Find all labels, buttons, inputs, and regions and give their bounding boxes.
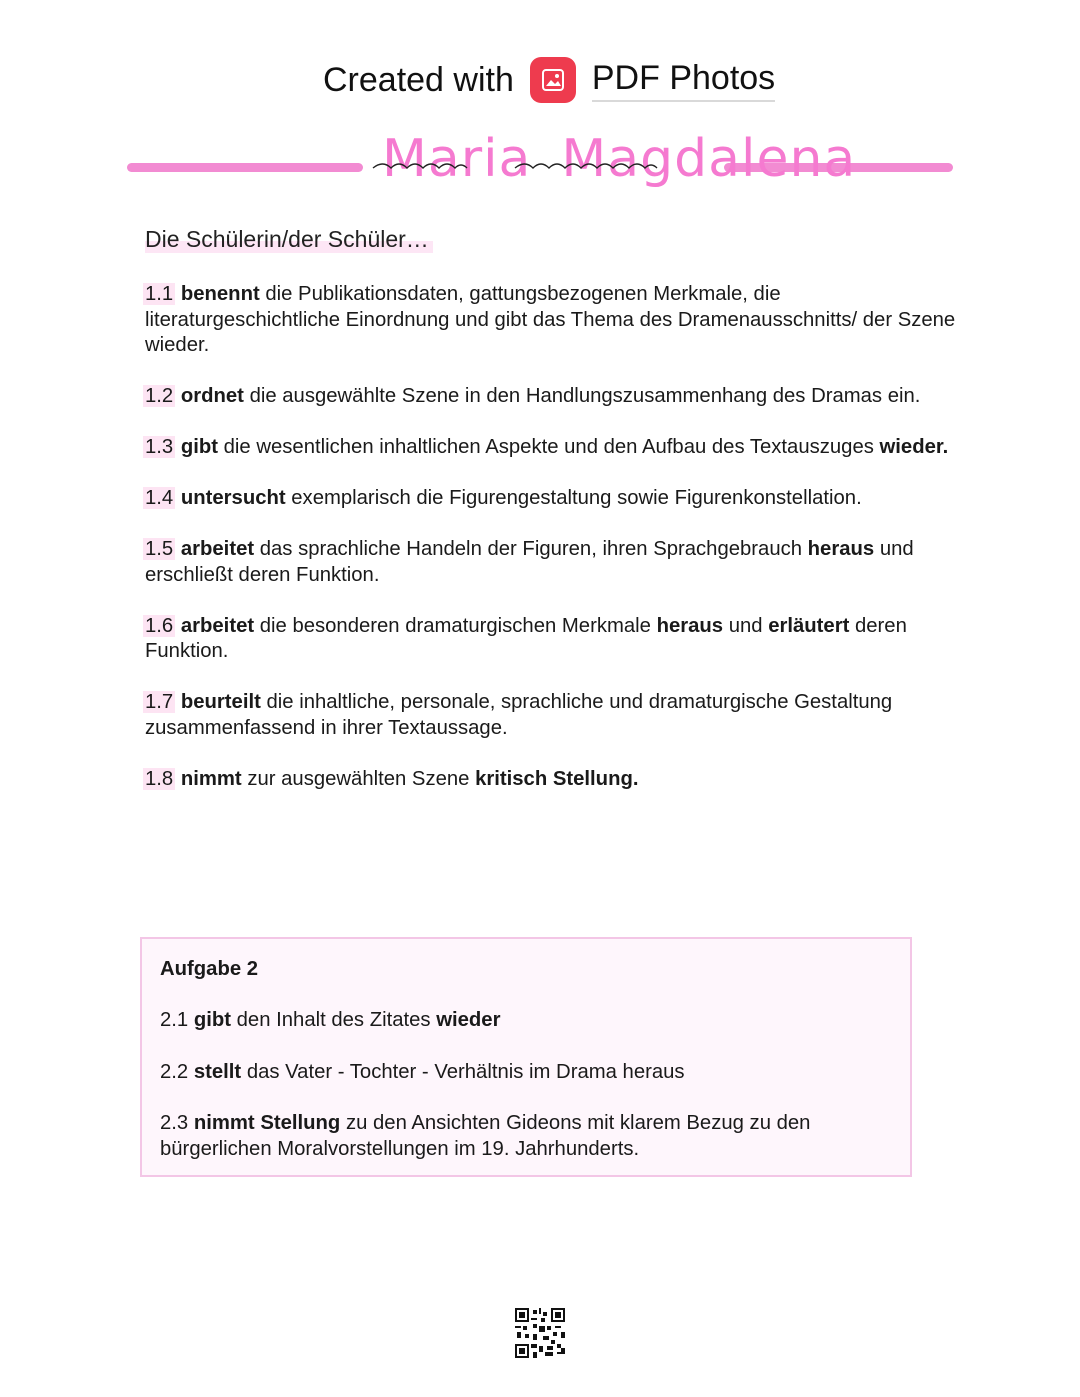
- criterion-keyword: beurteilt: [180, 691, 261, 713]
- criterion-text: die wesentlichen inhaltlichen Aspekte und den Aufbau des Textauszuges: [218, 436, 880, 458]
- criterion-keyword: arbeitet: [180, 614, 255, 637]
- criterion-text: und: [723, 614, 769, 637]
- criterion-item: [145, 614, 965, 665]
- criterion-number: 1.7: [145, 691, 174, 713]
- criterion-keyword: nimmt: [180, 767, 242, 790]
- watermark-prefix: Created with: [323, 60, 514, 99]
- task-keyword: gibt: [193, 1009, 232, 1031]
- criterion-keyword: heraus: [656, 614, 724, 637]
- task-number: 2.1: [160, 1009, 189, 1031]
- criterion-item: [145, 690, 965, 741]
- criterion-text: deren Funktion.: [145, 614, 907, 662]
- criterion-item: [145, 486, 965, 512]
- criterion-keyword: untersucht: [180, 487, 286, 509]
- watermark-brand: PDF Photos: [592, 59, 775, 102]
- title-banner: [127, 128, 953, 198]
- criterion-text: zur ausgewählten Szene: [241, 767, 476, 790]
- task-item: [160, 1060, 880, 1086]
- task-item: [160, 1008, 880, 1034]
- criterion-text: die besonderen dramaturgischen Merkmale: [254, 614, 657, 637]
- criteria-list: [145, 282, 965, 818]
- task-keyword: nimmt Stellung: [193, 1112, 341, 1134]
- criterion-keyword: erläutert: [768, 614, 850, 637]
- title-last-name: Magdalena: [561, 129, 857, 189]
- criterion-number: 1.2: [145, 385, 174, 407]
- criterion-keyword: gibt: [180, 436, 219, 458]
- criterion-item: [145, 537, 965, 588]
- criterion-keyword: arbeitet: [180, 538, 255, 560]
- criterion-text: und erschließt deren Funktion.: [145, 538, 914, 586]
- criterion-text: die inhaltliche, personale, sprachliche und dramaturgische Gestaltung zusammenfassend in ihrer Textaussage.: [145, 691, 893, 739]
- title-first-name: Maria: [382, 129, 532, 189]
- criterion-number: 1.8: [145, 767, 174, 790]
- criterion-number: 1.6: [145, 614, 174, 637]
- task-title: Aufgabe 2: [160, 958, 259, 980]
- task-box: [140, 937, 912, 1177]
- watermark: [323, 55, 775, 105]
- task-list: [160, 1008, 880, 1188]
- task-keyword: stellt: [193, 1060, 242, 1083]
- task-text: zu den Ansichten Gideons mit klarem Bezug zu den bürgerlichen Moralvorstellungen im 19. Jahrhunderts.: [160, 1112, 811, 1160]
- task-number: 2.2: [160, 1060, 189, 1083]
- task-text: den Inhalt des Zitates: [231, 1009, 437, 1031]
- task-keyword: wieder: [436, 1009, 501, 1031]
- criterion-item: [145, 767, 965, 793]
- criterion-number: 1.4: [145, 487, 174, 509]
- task-text: das Vater - Tochter - Verhältnis im Drama heraus: [241, 1060, 685, 1083]
- criterion-keyword: kritisch Stellung.: [475, 767, 639, 790]
- criterion-text: exemplarisch die Figurengestaltung sowie Figurenkonstellation.: [285, 487, 862, 509]
- criterion-text: die Publikationsdaten, gattungsbezogenen Merkmale, die literaturgeschichtliche Einordnung und gibt das Thema des Dramenausschnitts/ der Szene wieder.: [145, 283, 956, 356]
- criterion-text: die ausgewählte Szene in den Handlungszusammenhang des Dramas ein.: [243, 385, 921, 407]
- criterion-item: [145, 384, 965, 410]
- criterion-text: das sprachliche Handeln der Figuren, ihren Sprachgebrauch: [254, 538, 808, 560]
- task-item: [160, 1111, 880, 1162]
- criterion-item: [145, 282, 965, 359]
- intro-heading: Die Schülerin/der Schüler…: [145, 226, 433, 253]
- criterion-keyword: wieder.: [879, 436, 949, 458]
- pdf-photos-app-icon: [530, 57, 576, 103]
- criterion-number: 1.5: [145, 538, 174, 560]
- criterion-keyword: ordnet: [180, 385, 244, 407]
- qr-code: [515, 1308, 565, 1358]
- criterion-keyword: heraus: [807, 538, 875, 560]
- criterion-keyword: benennt: [180, 283, 260, 305]
- criterion-number: 1.1: [145, 283, 174, 305]
- criterion-item: [145, 435, 965, 461]
- title-rule-left: [127, 163, 363, 172]
- criterion-number: 1.3: [145, 436, 174, 458]
- task-number: 2.3: [160, 1112, 189, 1134]
- handwriting-underlay: [365, 128, 725, 198]
